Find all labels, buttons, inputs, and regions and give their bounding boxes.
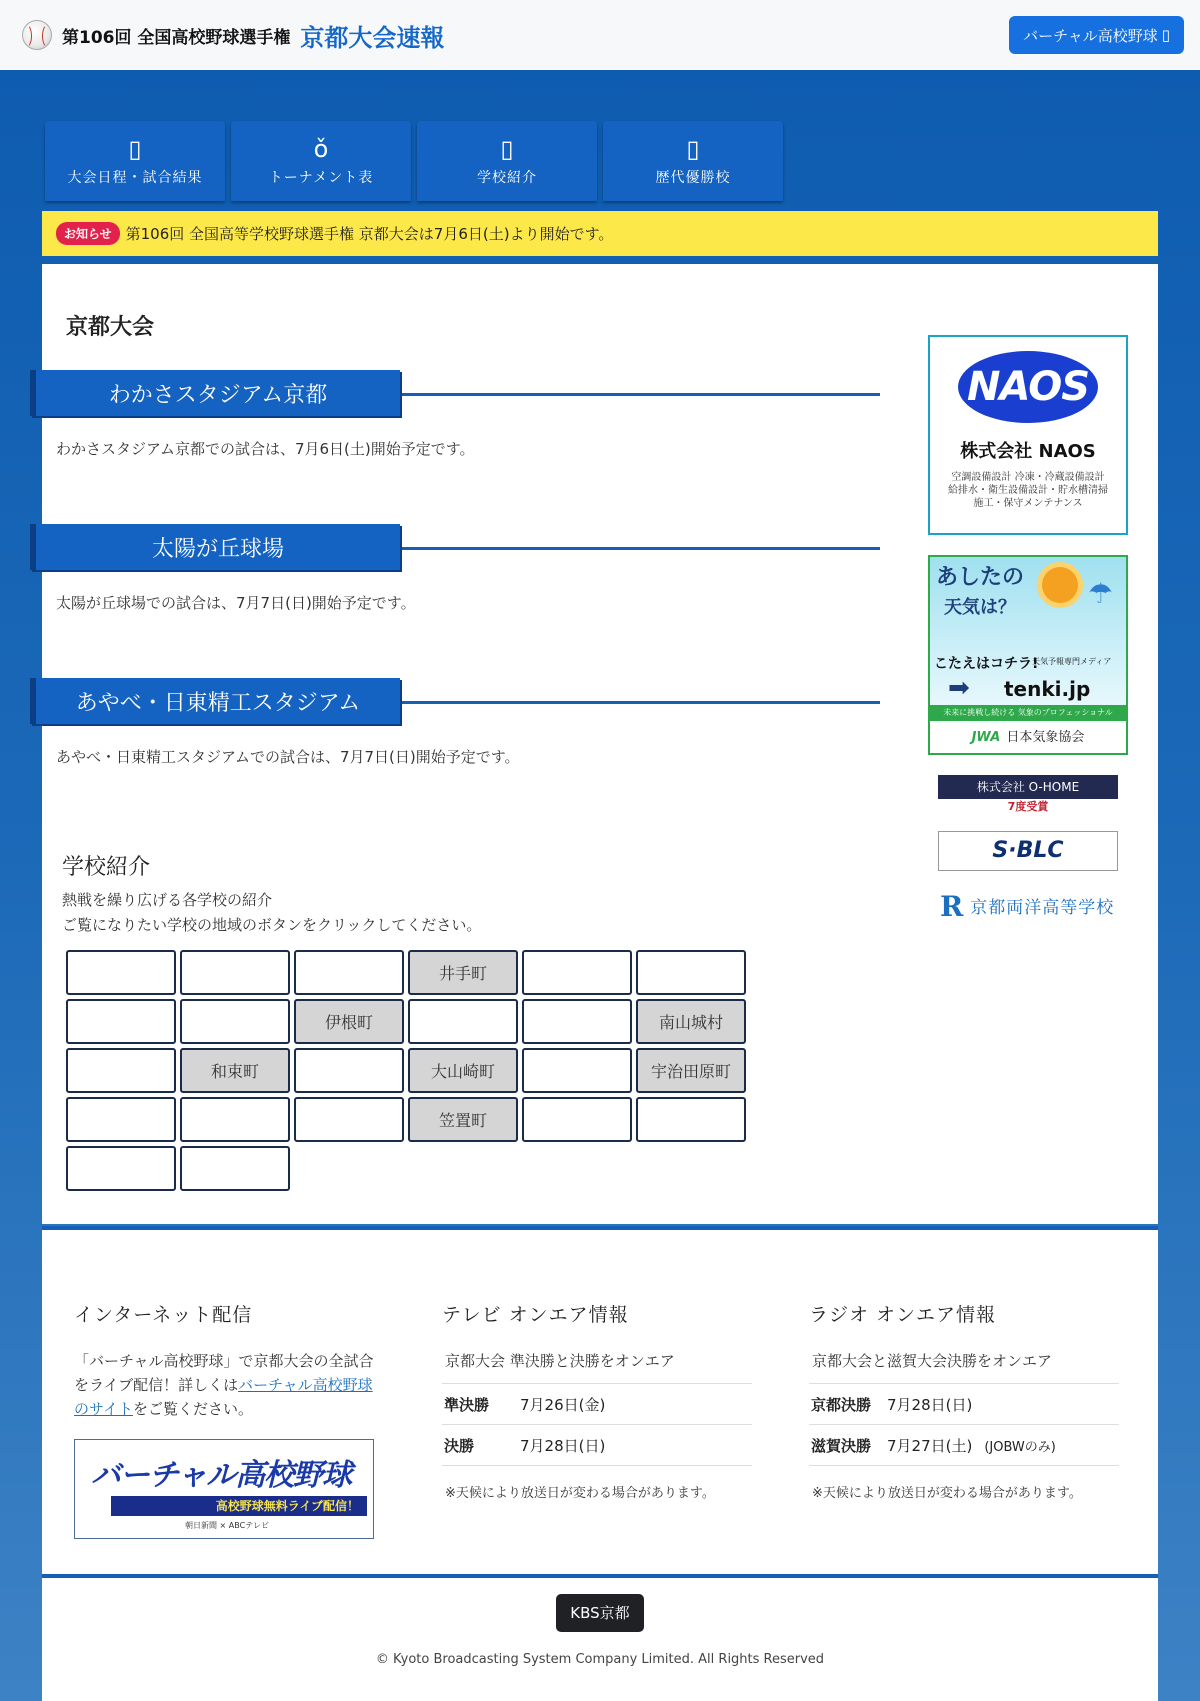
sponsor-naos-banner[interactable] <box>928 335 1128 535</box>
notice-text: 第106回 全国高等学校野球選手権 京都大会は7月6日(土)より開始です。 <box>125 225 614 243</box>
school-description <box>62 888 481 938</box>
row-note: (JOBWのみ) <box>984 1439 1056 1455</box>
external-link-icon: ▯ <box>1161 26 1170 44</box>
row-value: 7月26日(金) <box>520 1395 606 1414</box>
school-desc-line: 熱戦を繰り広げる各学校の紹介 <box>62 891 273 909</box>
naos-desc-line: 給排水・衛生設備設計・貯水槽清掃 <box>948 485 1108 496</box>
school-region-button[interactable]: 井手町 <box>408 950 518 995</box>
notice-badge: お知らせ <box>56 222 120 245</box>
main-content <box>42 264 1158 1224</box>
table-row <box>442 1384 752 1425</box>
school-region-button[interactable]: 南山城村 <box>636 999 746 1044</box>
virtual-koshien-label: バーチャル高校野球 <box>1023 26 1158 45</box>
nav-tab-schools[interactable] <box>417 121 597 201</box>
row-value: 7月28日(日) <box>520 1436 606 1455</box>
radio-schedule-table <box>809 1383 1119 1466</box>
internet-text <box>74 1349 374 1421</box>
school-region-button[interactable] <box>294 1097 404 1142</box>
venue-section <box>30 524 880 613</box>
school-desc-line: ご覧になりたい学校の地域のボタンをクリックしてください。 <box>62 916 482 934</box>
tv-title: テレビ オンエア情報 <box>442 1304 629 1326</box>
naos-logo: NAOS <box>958 351 1098 423</box>
nav-label: 大会日程・試合結果 <box>67 170 203 186</box>
row-key: 準決勝 <box>442 1384 520 1425</box>
ryoyo-name: 京都両洋高等学校 <box>970 898 1115 918</box>
site-header <box>0 0 1200 70</box>
tenki-logo: tenki.jp <box>1004 677 1091 701</box>
venue-divider <box>330 393 880 396</box>
internet-text-after: をご覧ください。 <box>132 1400 253 1418</box>
tv-schedule-table <box>442 1383 752 1466</box>
internet-column <box>74 1300 374 1539</box>
venue-section <box>30 678 880 767</box>
calendar-icon: ▯ <box>128 135 142 163</box>
nav-label: トーナメント表 <box>268 170 374 186</box>
main-nav <box>45 121 783 201</box>
arrow-right-icon: ➡ <box>948 673 970 703</box>
school-region-button[interactable]: 笠置町 <box>408 1097 518 1142</box>
venue-divider <box>330 547 880 550</box>
radio-title: ラジオ オンエア情報 <box>809 1304 997 1326</box>
broadcast-info <box>42 1226 1158 1574</box>
sun-icon <box>1042 567 1078 603</box>
school-section-title: 学校紹介 <box>62 855 151 880</box>
kbs-kyoto-button[interactable]: KBS京都 <box>556 1594 643 1632</box>
nav-tab-tournament[interactable] <box>231 121 411 201</box>
site-subtitle[interactable]: 京都大会速報 <box>300 23 445 52</box>
venue-title: わかさスタジアム京都 <box>30 370 400 416</box>
row-key: 京都決勝 <box>809 1384 887 1425</box>
radio-desc: 京都大会と滋賀大会決勝をオンエア <box>812 1352 1053 1370</box>
school-region-button[interactable] <box>66 950 176 995</box>
school-region-button[interactable]: 和束町 <box>180 1048 290 1093</box>
internet-title: インターネット配信 <box>74 1304 253 1326</box>
school-region-button[interactable] <box>180 999 290 1044</box>
radio-column <box>809 1300 1129 1501</box>
school-region-button[interactable]: 宇治田原町 <box>636 1048 746 1093</box>
school-region-button[interactable] <box>522 1097 632 1142</box>
venue-title: 太陽が丘球場 <box>30 524 400 570</box>
venue-description: 太陽が丘球場での試合は、7月7日(日)開始予定です。 <box>56 594 416 612</box>
school-region-button[interactable] <box>636 950 746 995</box>
tenki-tagline: 天気予報専門メディア <box>1032 657 1112 666</box>
sponsor-tenki-banner[interactable] <box>928 555 1128 755</box>
tenki-question-2: 天気は？ <box>944 597 1016 618</box>
copyright: © Kyoto Broadcasting System Company Limited. All Rights Reserved <box>375 1652 825 1667</box>
nav-label: 歴代優勝校 <box>655 170 731 186</box>
ohome-name: 株式会社 O-HOME <box>976 780 1080 794</box>
venue-divider <box>330 701 880 704</box>
naos-desc-line: 施工・保守メンテナンス <box>973 498 1083 509</box>
sponsor-sblc-banner[interactable]: S·BLC <box>938 831 1118 871</box>
venue-title: あやべ・日東精工スタジアム <box>30 678 400 724</box>
vb-banner-sub: 高校野球無料ライブ配信！ <box>111 1496 367 1516</box>
sponsor-ryoyo-banner[interactable] <box>940 887 1120 927</box>
row-value: 7月27日(土) <box>887 1436 973 1455</box>
tenki-slogan: 未来に挑戦し続ける 気象のプロフェッショナル <box>930 705 1126 721</box>
school-region-button[interactable] <box>294 950 404 995</box>
school-region-button[interactable] <box>294 1048 404 1093</box>
notice-bar <box>42 211 1158 260</box>
nav-tab-champions[interactable] <box>603 121 783 201</box>
naos-company-name: 株式会社 NAOS <box>960 441 1096 462</box>
school-region-grid <box>66 950 746 1191</box>
nav-tab-schedule[interactable] <box>45 121 225 201</box>
naos-description <box>930 471 1126 510</box>
virtual-koshien-link[interactable]: バーチャル高校野球のサイト <box>74 1376 373 1418</box>
school-region-button[interactable]: 伊根町 <box>294 999 404 1044</box>
vb-banner-foot: 朝日新聞 × ABCテレビ <box>185 1521 270 1530</box>
school-region-button[interactable] <box>408 999 518 1044</box>
school-region-button[interactable] <box>522 999 632 1044</box>
site-footer <box>42 1574 1158 1701</box>
venue-description: あやべ・日東精工スタジアムでの試合は、7月7日(日)開始予定です。 <box>56 748 520 766</box>
school-region-button[interactable] <box>180 950 290 995</box>
tv-note: ※天候により放送日が変わる場合があります。 <box>445 1486 715 1501</box>
umbrella-icon: ☂ <box>1088 577 1114 610</box>
tenki-question: あしたの <box>936 565 1025 590</box>
virtual-koshien-button[interactable] <box>1009 16 1184 54</box>
vb-banner-title: バーチャル高校野球 <box>91 1458 352 1493</box>
nav-label: 学校紹介 <box>477 170 537 186</box>
tv-desc: 京都大会 準決勝と決勝をオンエア <box>445 1352 675 1370</box>
tournament-icon: ǒ <box>313 135 329 163</box>
baseball-icon <box>22 20 52 50</box>
school-region-button[interactable] <box>66 1048 176 1093</box>
jwa-name: 日本気象協会 <box>1006 730 1085 745</box>
school-region-button[interactable] <box>66 1146 176 1191</box>
venue-section <box>30 370 880 459</box>
naos-desc-line: 空調設備設計 冷凍・冷蔵設備設計 <box>951 472 1105 483</box>
virtual-koshien-banner[interactable] <box>74 1439 374 1539</box>
table-row <box>442 1425 752 1466</box>
school-region-button[interactable] <box>522 950 632 995</box>
trophy-icon: ▯ <box>686 135 700 163</box>
ohome-award: 7度受賞 <box>938 799 1118 815</box>
venue-description: わかさスタジアム京都での試合は、7月6日(土)開始予定です。 <box>56 440 475 458</box>
school-region-button[interactable] <box>636 1097 746 1142</box>
jwa-footer <box>930 723 1126 753</box>
page-title: 京都大会 <box>66 315 155 340</box>
tv-column <box>442 1300 762 1501</box>
table-row <box>809 1384 1119 1425</box>
row-value: 7月28日(日) <box>887 1395 973 1414</box>
jwa-logo: JWA <box>971 730 1001 745</box>
school-region-button[interactable] <box>180 1146 290 1191</box>
row-key: 滋賀決勝 <box>809 1425 887 1466</box>
school-icon: ▯ <box>500 135 514 163</box>
row-key: 決勝 <box>442 1425 520 1466</box>
internet-text-before: 「バーチャル高校野球」で京都大会の全試合をライブ配信！詳しくは <box>74 1352 374 1394</box>
table-row <box>809 1425 1119 1466</box>
radio-note: ※天候により放送日が変わる場合があります。 <box>812 1486 1082 1501</box>
school-region-button[interactable] <box>66 999 176 1044</box>
school-region-button[interactable] <box>180 1097 290 1142</box>
ryoyo-logo: R <box>940 890 965 923</box>
school-region-button[interactable] <box>66 1097 176 1142</box>
school-region-button[interactable] <box>522 1048 632 1093</box>
sponsor-ohome-banner[interactable] <box>938 775 1118 815</box>
site-title: 第106回 全国高校野球選手権 <box>62 27 291 48</box>
school-region-button[interactable]: 大山崎町 <box>408 1048 518 1093</box>
tenki-answer: こたえはコチラ! <box>934 656 1039 672</box>
